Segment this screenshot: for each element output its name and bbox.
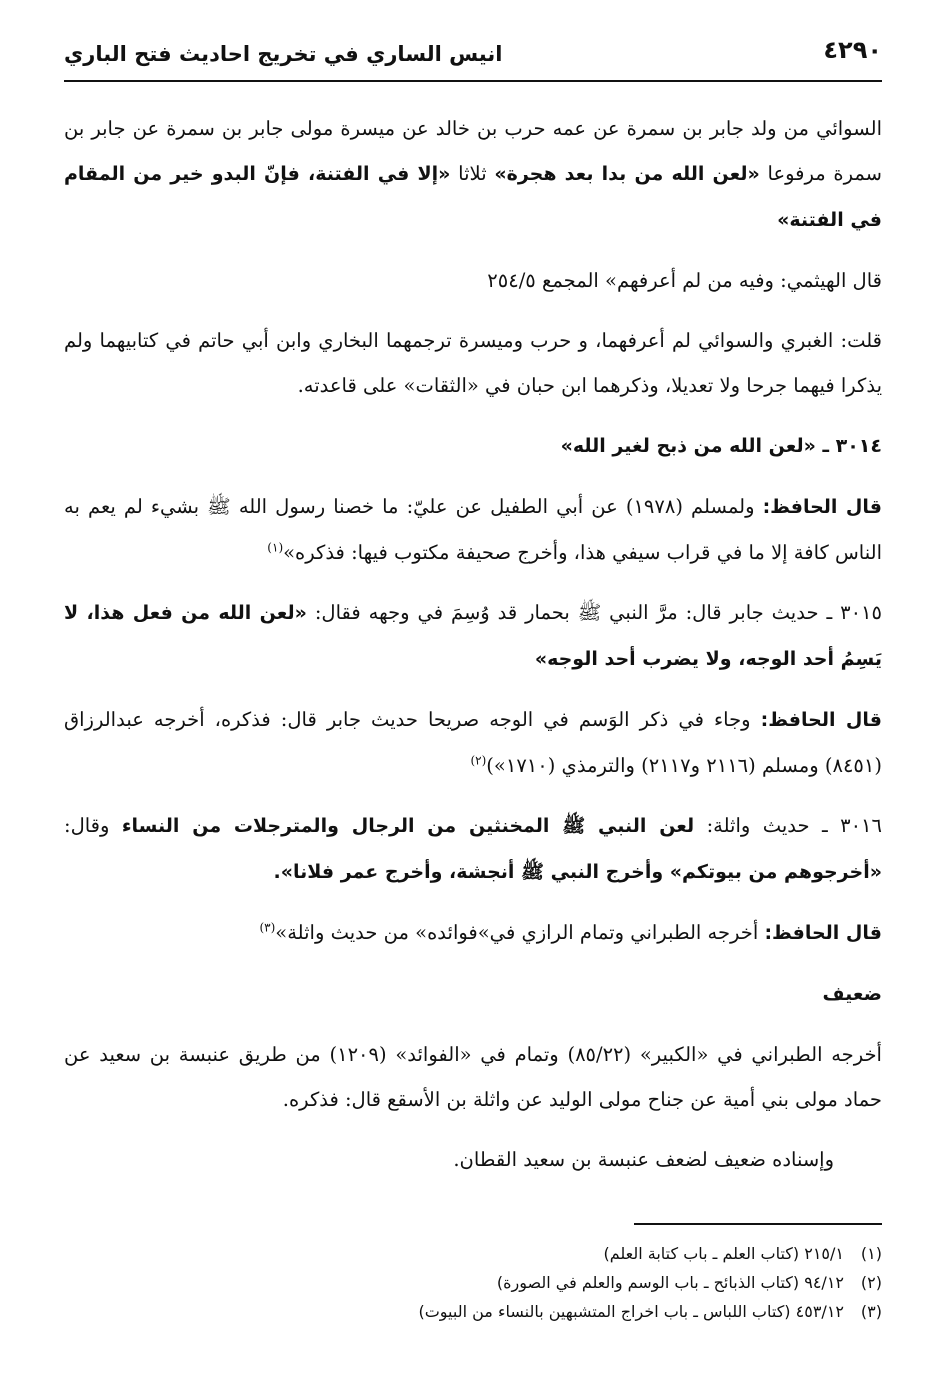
running-header (64, 28, 882, 82)
footnote (64, 1268, 882, 1297)
paragraph-isnad-ruling: وإسناده ضعيف لضعف عنبسة بن سعيد القطان. (453, 1148, 834, 1171)
paragraph-hafiz-3015 (64, 697, 882, 788)
text-run: ٣٠١٦ ـ حديث واثلة: (694, 814, 882, 837)
page-number: ٤٢٩٠ (823, 36, 882, 64)
footnote-ref: (٣) (259, 920, 276, 935)
hadith-heading-text: ٣٠١٤ ـ «لعن الله من ذبح لغير الله» (560, 435, 882, 457)
footnote-ref: (١) (267, 540, 284, 555)
hadith-quote: لعن النبي ﷺ المخنثين من الرجال والمترجلات من النساء (121, 815, 695, 837)
paragraph-haythami: قال الهيثمي: وفيه من لم أعرفهم» المجمع ٢٥٤/٥ (487, 269, 882, 292)
hafiz-label: قال الحافظ: (762, 496, 882, 518)
paragraph-isnad-continuation (64, 106, 882, 243)
text-run: ولمسلم (١٩٧٨) عن أبي الطفيل عن عليّ: ما خصنا رسول الله ﷺ بشيء لم يعم به الناس كافة إلا ما في قراب سيفي هذا، وأخرج صحيفة مكتوب فيها: فذكره» (64, 495, 882, 564)
hafiz-label: قال الحافظ: (760, 709, 882, 731)
footnotes (64, 1223, 882, 1326)
paragraph-author-note: قلت: الغبري والسوائي لم أعرفهما، و حرب وميسرة ترجمهما البخاري وابن أبي حاتم في كتابيهما ولم يذكرا فيهما جرحا ولا تعديلا، وذكرهما ابن حبان في «الثقات» على قاعدته. (64, 329, 882, 397)
text-run: وجاء في ذكر الوَسم في الوجه صريحا حديث جابر قال: فذكره، أخرجه عبدالرزاق (٨٤٥١) ومسلم (٢١١٦ و٢١١٧) والترمذي (١٧١٠») (64, 708, 882, 777)
text-run: ثلاثا (450, 162, 495, 185)
main-text (64, 106, 882, 1197)
paragraph-hafiz-3014 (64, 484, 882, 575)
grading-text: ضعيف (822, 983, 882, 1005)
text-run: السوائي من ولد جابر بن سمرة عن عمه حرب بن خالد عن ميسرة مولى جابر بن سمرة عن جابر بن سمرة مرفوعا (64, 117, 882, 185)
footnote-text: ٢١٥/١ (كتاب العلم ـ باب كتابة العلم) (603, 1244, 844, 1263)
hadith-quote: «لعن الله من بدا بعد هجرة» (494, 163, 760, 185)
footnote-ref: (٢) (470, 753, 487, 768)
paragraph-hafiz-3016 (64, 910, 882, 956)
footnote-number: (١) (860, 1244, 882, 1263)
footnote-text: ٤٥٣/١٢ (كتاب اللباس ـ باب اخراج المتشبهين بالنساء من البيوت) (418, 1302, 844, 1321)
text-run: أخرجه الطبراني وتمام الرازي في»فوائده» من حديث واثلة» (275, 921, 765, 944)
hafiz-label: قال الحافظ: (764, 922, 882, 944)
book-title: انيس الساري في تخريج احاديث فتح الباري (64, 42, 503, 66)
hadith-heading-3015 (64, 590, 882, 682)
text-run: وقال: (64, 814, 122, 837)
book-page (64, 28, 882, 1358)
footnote-number: (٣) (860, 1302, 882, 1321)
footnote (64, 1239, 882, 1268)
hadith-heading-3016 (64, 803, 882, 895)
footnote-text: ٩٤/١٢ (كتاب الذبائح ـ باب الوسم والعلم في الصورة) (496, 1273, 844, 1292)
hadith-quote: «أخرجوهم من بيوتكم» وأخرج النبي ﷺ أنجشة، وأخرج عمر فلانا». (273, 861, 882, 883)
text-run: ٣٠١٥ ـ حديث جابر قال: مرَّ النبي ﷺ بحمار قد وُسِمَ في وجهه فقال: (306, 601, 882, 624)
footnote (64, 1297, 882, 1326)
paragraph-takhrij: أخرجه الطبراني في «الكبير» (٨٥/٢٢) وتمام في «الفوائد» (١٢٠٩) من طريق عنبسة بن سعيد عن حماد مولى بني أمية عن جناح مولى الوليد عن واثلة بن الأسقع قال: فذكره. (64, 1043, 882, 1111)
hadith-quote: «لعن الله من فعل هذا، لا يَسِمُ أحد الوجه، ولا يضرب أحد الوجه» (64, 602, 882, 670)
footnote-divider (634, 1223, 882, 1225)
hadith-heading-3014 (64, 423, 882, 469)
grading-label (64, 971, 882, 1017)
footnote-number: (٢) (860, 1273, 882, 1292)
hadith-quote: «إلا في الفتنة، فإنّ البدو خير من المقام في الفتنة» (64, 163, 882, 231)
